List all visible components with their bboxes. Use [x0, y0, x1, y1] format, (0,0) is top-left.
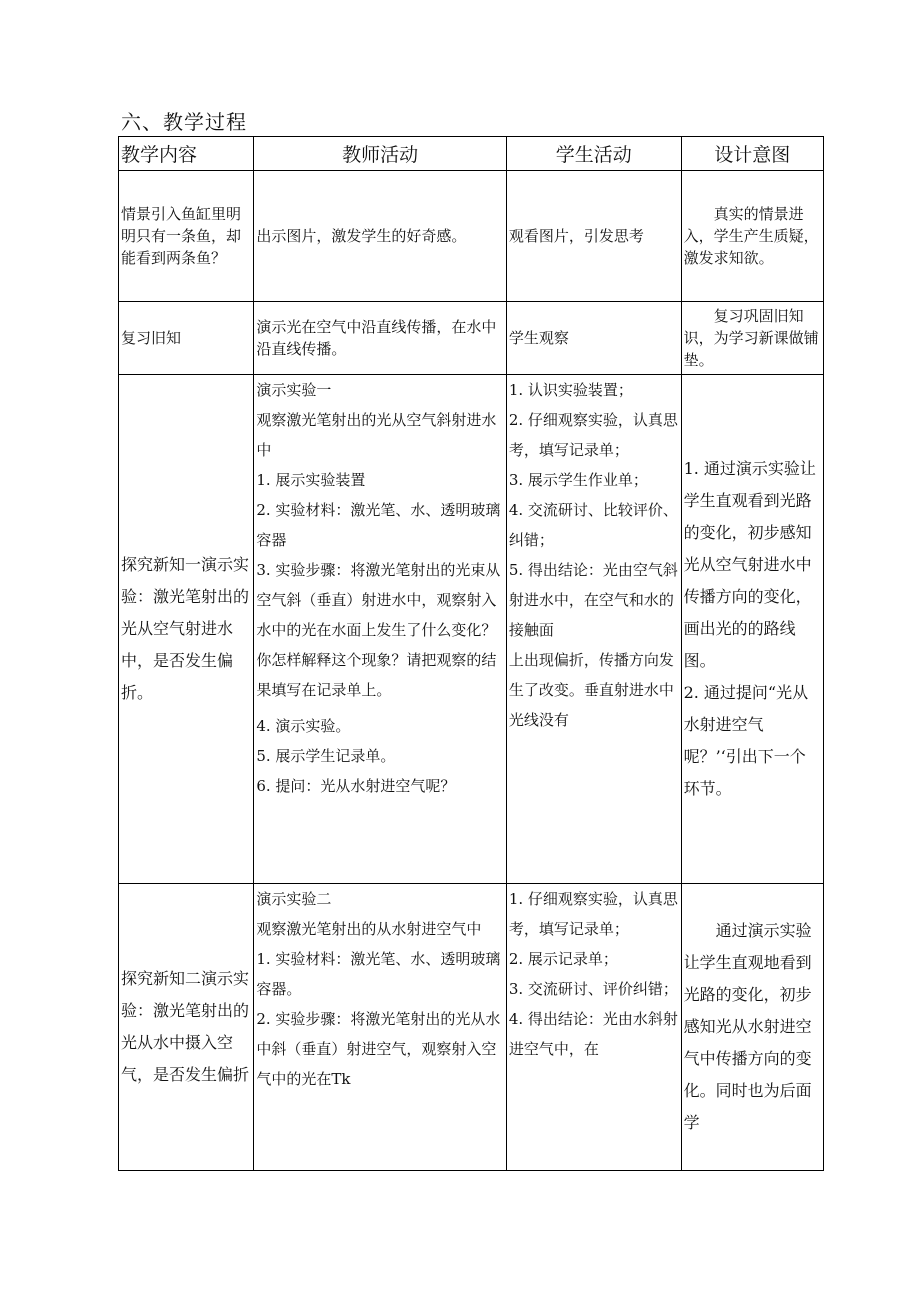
cell-content: 探究新知一演示实验：激光笔射出的光从空气射进水中，是否发生偏折。: [119, 375, 254, 884]
teacher-line: 观察激光笔射出的光从空气斜射进水中: [256, 411, 497, 459]
cell-teacher: 出示图片，激发学生的好奇感。: [254, 171, 507, 302]
cell-intent: 真实的情景进入，学生产生质疑，激发求知欲。: [681, 171, 823, 302]
cell-content: 探究新知二演示实验：激光笔射出的光从水中摄入空气，是否发生偏折: [119, 884, 254, 1171]
cell-teacher: [254, 884, 507, 1171]
section-title: 六、教学过程: [121, 110, 247, 134]
teaching-process-table: [118, 136, 824, 1171]
cell-intent: 通过演示实验让学生直观地看到光路的变化，初步感知光从水射进空气中传播方向的变化。同时也为后面学: [681, 884, 823, 1171]
student-line: 上出现偏折，传播方向发生了改变。垂直射进水中光线没有: [508, 651, 674, 729]
table-row: [119, 302, 824, 375]
cell-intent: 复习巩固旧知识，为学习新课做铺垫。: [681, 302, 823, 375]
table-row: [119, 375, 824, 884]
student-line: 5. 得出结论：光由空气斜射进水中，在空气和水的接触面: [508, 561, 678, 639]
teacher-line: 4. 演示实验。: [256, 717, 351, 735]
teacher-line: 1. 实验材料：激光笔、水、透明玻璃容器。: [256, 950, 501, 998]
student-line: 1. 仔细观察实验，认真思考，填写记录单；: [508, 890, 678, 938]
cell-student: 观看图片，引发思考: [506, 171, 681, 302]
intent-line: 2. 通过提问“光从水射进空气呢？’‘引出下一个环节。: [683, 683, 809, 798]
cell-teacher: 演示光在空气中沿直线传播，在水中沿直线传播。: [254, 302, 507, 375]
teacher-line: 演示实验二: [256, 890, 332, 908]
student-line: 2. 展示记录单；: [508, 950, 618, 968]
teacher-line: 2. 实验步骤：将激光笔射出的光从水中斜（垂直）射进空气，观察射入空气中的光在Tk: [256, 1010, 501, 1088]
cell-student: [506, 375, 681, 884]
student-line: 1. 认识实验装置；: [508, 381, 633, 399]
cell-student: [506, 884, 681, 1171]
table-row: [119, 171, 824, 302]
teacher-line: 观察激光笔射出的从水射进空气中: [256, 920, 482, 938]
student-line: 3. 交流研讨、评价纠错；: [508, 980, 678, 998]
table-row: [119, 884, 824, 1171]
cell-content: 复习旧知: [119, 302, 254, 375]
teacher-line: 5. 展示学生记录单。: [256, 747, 396, 765]
cell-teacher: [254, 375, 507, 884]
header-student: 学生活动: [506, 137, 681, 171]
teacher-line: 6. 提问：光从水射进空气呢？: [256, 777, 456, 795]
teacher-line: 演示实验一: [256, 381, 332, 399]
header-intent: 设计意图: [681, 137, 823, 171]
cell-content: 情景引入鱼缸里明明只有一条鱼，却能看到两条鱼？: [119, 171, 254, 302]
intent-line: 1. 通过演示实验让学生直观看到光路的变化，初步感知光从空气射进水中传播方向的变化，画出光的的路线图。: [683, 459, 816, 670]
student-line: 4. 得出结论：光由水斜射进空气中，在: [508, 1010, 678, 1058]
header-content: 教学内容: [119, 137, 254, 171]
student-line: 4. 交流研讨、比较评价、纠错；: [508, 501, 678, 549]
cell-student: 学生观察: [506, 302, 681, 375]
header-teacher: 教师活动: [254, 137, 507, 171]
teacher-line: 2. 实验材料：激光笔、水、透明玻璃容器: [256, 501, 501, 549]
table-header-row: [119, 137, 824, 171]
teacher-line: 3. 实验步骤：将激光笔射出的光束从空气斜（垂直）射进水中，观察射入水中的光在水面上发生了什么变化？你怎样解释这个现象？请把观察的结果填写在记录单上。: [256, 561, 501, 699]
student-line: 2. 仔细观察实验，认真思考，填写记录单；: [508, 411, 678, 459]
student-line: 3. 展示学生作业单；: [508, 471, 648, 489]
teacher-line: 1. 展示实验装置: [256, 471, 366, 489]
cell-intent: [681, 375, 823, 884]
